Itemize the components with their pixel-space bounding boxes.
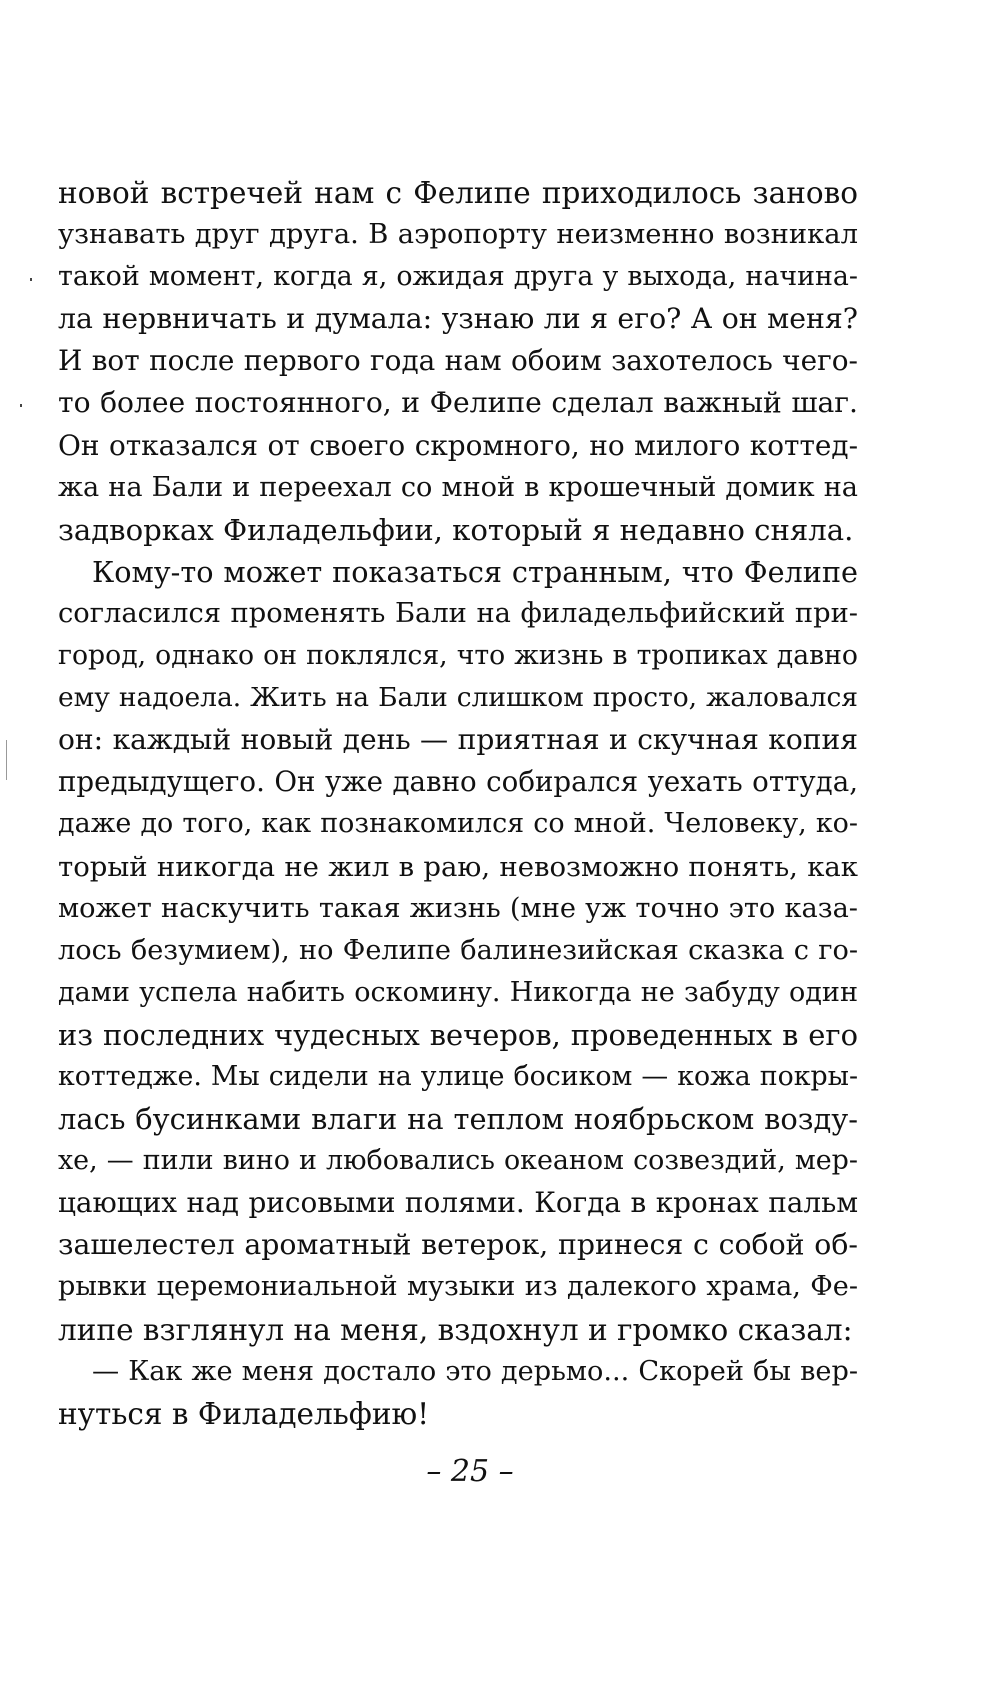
text-line: липе взглянул на меня, вздохнул и громко сказал: <box>58 1312 853 1347</box>
text-line: торый никогда не жил в раю, невозможно понять, как <box>58 850 858 883</box>
scan-margin-mark <box>20 404 22 407</box>
text-line: новой встречей нам с Фелипе приходилось заново <box>58 176 858 210</box>
text-line: может наскучить такая жизнь (мне уж точно это каза- <box>58 892 858 924</box>
text-line: предыдущего. Он уже давно собирался уехать оттуда, <box>58 765 858 799</box>
text-line: узнавать друг друга. В аэропорту неизменно возникал <box>58 219 858 251</box>
text-line: такой момент, когда я, ожидая друга у выхода, начина- <box>58 261 858 293</box>
text-line: город, однако он поклялся, что жизнь в тропиках давно <box>58 640 858 672</box>
dialogue-line: — Как же меня достало это дерьмо... Скорей бы вер- <box>92 1355 858 1387</box>
text-line: лось безумием), но Фелипе балинезийская сказка с го- <box>58 934 858 966</box>
text-line: И вот после первого года нам обоим захотелось чего- <box>58 344 858 378</box>
text-line: коттедже. Мы сидели на улице босиком — кожа покры- <box>58 1060 858 1092</box>
text-line: рывки церемониальной музыки из далекого храма, Фе- <box>58 1271 858 1303</box>
text-line: жа на Бали и переехал со мной в крошечный домик на <box>58 471 858 503</box>
scan-margin-mark <box>30 278 32 281</box>
paragraph-first-line: Кому-то может показаться странным, что Фелипе <box>92 554 858 589</box>
text-line: то более постоянного, и Фелипе сделал важный шаг. <box>58 386 858 420</box>
text-line: зашелестел ароматный ветерок, принеся с собой об- <box>58 1228 858 1262</box>
text-line: ему надоела. Жить на Бали слишком просто, жаловался <box>58 682 858 714</box>
text-line: нуться в Филадельфию! <box>58 1396 430 1431</box>
text-line: ла нервничать и думала: узнаю ли я его? А он меня? <box>58 302 858 336</box>
text-line: из последних чудесных вечеров, проведенных в его <box>58 1017 858 1052</box>
text-line: согласился променять Бали на филадельфийский при- <box>58 597 858 629</box>
text-line: даже до того, как познакомился со мной. Человеку, ко- <box>58 808 858 840</box>
text-line: Он отказался от своего скромного, но милого коттед- <box>58 428 858 462</box>
text-line: цающих над рисовыми полями. Когда в кронах пальм <box>58 1186 858 1220</box>
scan-margin-mark <box>6 740 7 780</box>
text-line: хе, — пили вино и любовались океаном созвездий, мер- <box>58 1145 858 1177</box>
text-line: лась бусинками влаги на теплом ноябрьском возду- <box>58 1102 858 1137</box>
text-line: дами успела набить оскомину. Никогда не забуду один <box>58 976 858 1008</box>
text-line: он: каждый новый день — приятная и скучная копия <box>58 723 858 757</box>
page-number: – 25 – <box>426 1454 514 1489</box>
body-text <box>58 172 858 1435</box>
text-line: задворках Филадельфии, который я недавно сняла. <box>58 512 854 547</box>
